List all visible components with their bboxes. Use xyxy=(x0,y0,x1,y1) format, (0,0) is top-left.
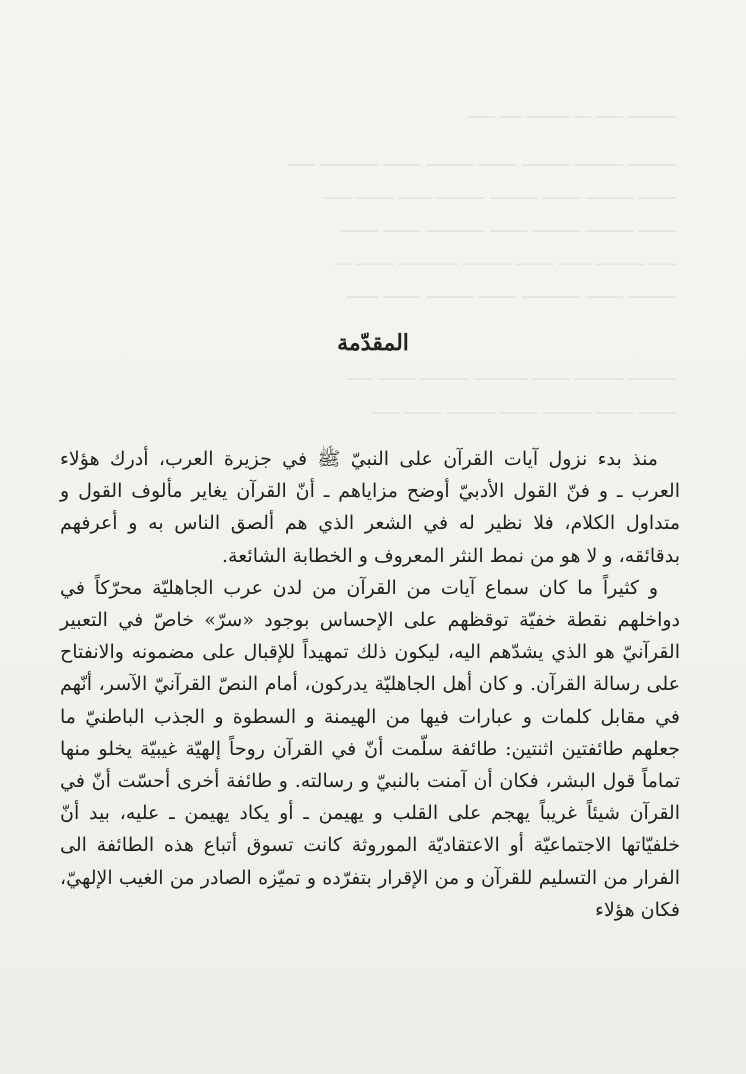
bleed-through-line: ـــــــــ ـــــــ ـــــــــــ ـــــــ ـــــــــ ـــــــ ــــــ xyxy=(346,284,676,302)
bleed-through-line: ـــــــــ ـــــــــ ـــــــــ ـــــــ ـــــــــ ـــــــ ـــــــــــ ـــــ xyxy=(287,152,676,170)
bleed-through-line: ـــــــــ ـــــ ـــ ــــــــ ــــ ـــــ xyxy=(468,104,676,122)
bleed-through-line: ـــــــ ـــــــــ ـــــــــ ـــــــ ـــــــــــ ـــــــ ـــــــ xyxy=(341,218,676,236)
body-text xyxy=(60,443,680,926)
bleed-through-line: ـــــ ـــــــــ ــــــ ـــــــ ـــــــــ ـــــــــــ ـــــــ ـــ xyxy=(335,251,676,269)
bleed-through-line: ـــــــــ ـــــــــ ـــــــ ــــــــــ ـــــــــ ـــــــ ـــــ xyxy=(346,366,676,384)
paragraph: و كثيراً ما كان سماع آيات من القرآن من لدن عرب الجاهليّة محرّكاً في دواخلهم نقطة خفيّة توقظهم على الإحساس بوجود «سرّ» خاصّ في التعبير القرآنيّ هو الذي يشدّهم اليه، ليكون ذلك تمهيداً للإقبال على مضمونه والانفتاح على رسالة القرآن. و كان أهل الجاهليّة يدركون، أمام النصّ القرآنيّ الآسر، أنّهم في مقابل كلمات و عبارات فيها من الهيمنة و السطوة و الجذب الباطنيّ ما جعلهم طائفتين اثنتين: طائفة سلّمت أنّ في القرآن روحاً إلهيّة غيبيّة يخلو منها تماماً قول البشر، فكان أن آمنت بالنبيّ و رسالته. و طائفة أخرى أحسّت أنّ في القرآن شيئاً غريباً يهجم على القلب و يهيمن ـ أو يكاد يهيمن ـ عليه، بيد أنّ خلفيّاتها الاجتماعيّة أو الاعتقاديّة الموروثة كانت تسوق أتباع هذه الطائفة الى الفرار من التسليم للقرآن و من الإقرار بتفرّده و تميّزه الصادر من الغيب الإلهيّ، فكان هؤلاء xyxy=(60,576,680,921)
bleed-through-line: ـــــــ ـــــــــ ـــــــ ـــــــــ ـــــــــ ــــــ ـــــــ ـــــ xyxy=(324,185,676,203)
bleed-through-line: ـــــــ ـــــــ ـــــــــ ـــــــ ـــــــــ ـــــــ ـــــ xyxy=(372,400,676,418)
paragraph: منذ بدء نزول آيات القرآن على النبيّ ﷺ في جزيرة العرب، أدرك هؤلاء العرب ـ و فنّ القول الأدبيّ أوضح مزاياهم ـ أنّ القرآن يغاير مألوف القول و متداول الكلام، فلا نظير له في الشعر الذي هم ألصق الناس به و أعرفهم بدقائقه، و لا هو من نمط النثر المعروف و الخطابة الشائعة. xyxy=(60,448,680,567)
section-title: المقدّمة xyxy=(337,330,409,356)
